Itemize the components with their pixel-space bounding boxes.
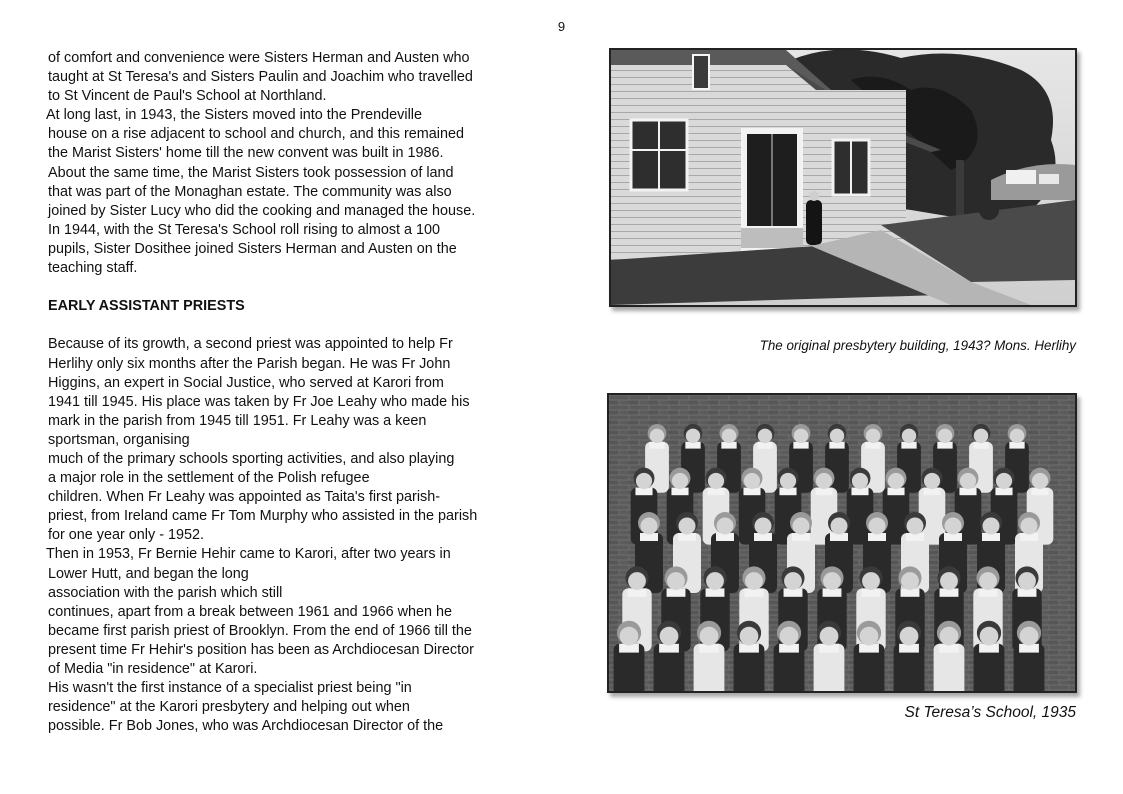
text-line: Herlihy only six months after the Parish began. He was Fr John [48, 355, 451, 372]
text-line: His wasn't the first instance of a specialist priest being "in [48, 680, 412, 697]
text-line: 1941 till 1945. His place was taken by Fr Joe Leahy who made his [48, 393, 470, 410]
presbytery-photo [609, 48, 1077, 307]
text-line: Then in 1953, Fr Bernie Hehir came to Karori, after two years in [46, 546, 451, 563]
text-line: Lower Hutt, and began the long [48, 565, 249, 582]
text-line: association with the parish which still [48, 584, 283, 601]
text-line: mark in the parish from 1945 till 1951. Fr Leahy was a keen [48, 412, 427, 429]
text-line: pupils, Sister Dosithee joined Sisters Herman and Austen on the [48, 240, 457, 257]
body-text-column [48, 49, 522, 736]
text-line: house on a rise adjacent to school and church, and this remained [48, 126, 464, 143]
text-line: to St Vincent de Paul's School at Northland. [48, 88, 327, 105]
text-line: a major role in the settlement of the Polish refugee [48, 470, 370, 487]
text-line: the Marist Sisters' home till the new convent was built in 1986. [48, 145, 444, 162]
text-line: for one year only - 1952. [48, 527, 204, 544]
text-line: children. When Fr Leahy was appointed as Taita's first parish- [48, 489, 441, 506]
text-line: present time Fr Hehir's position has been as Archdiocesan Director [48, 641, 474, 658]
text-line: In 1944, with the St Teresa's School roll rising to almost a 100 [48, 221, 441, 238]
text-line: Because of its growth, a second priest was appointed to help Fr [48, 336, 453, 353]
text-line: residence" at the Karori presbytery and helping out when [48, 699, 410, 716]
text-line: much of the primary schools sporting activities, and also playing [48, 450, 455, 467]
text-line: of comfort and convenience were Sisters Herman and Austen who [48, 50, 470, 66]
text-line: teaching staff. [48, 260, 138, 277]
figure-caption: The original presbytery building, 1943? Mons. Herlihy [759, 338, 1076, 353]
text-line: priest, from Ireland came Fr Tom Murphy who assisted in the parish [48, 508, 478, 525]
text-line: of Media "in residence" at Karori. [48, 661, 258, 677]
text-line: that was part of the Monaghan estate. The community was also [48, 183, 452, 200]
text-line: joined by Sister Lucy who did the cooking and managed the house. [48, 202, 476, 219]
text-line: At long last, in 1943, the Sisters moved into the Prendeville [46, 107, 422, 124]
text-line: sportsman, organising [48, 431, 190, 448]
text-line: taught at St Teresa's and Sisters Paulin and Joachim who travelled [48, 69, 473, 86]
figure-caption: St Teresa’s School, 1935 [904, 704, 1076, 721]
section-heading: EARLY ASSISTANT PRIESTS [48, 298, 245, 315]
text-line: continues, apart from a break between 1961 and 1966 when he [48, 603, 453, 620]
school-class-photo [607, 393, 1077, 693]
text-line: Higgins, an expert in Social Justice, who served at Karori from [48, 374, 444, 391]
text-line: became first parish priest of Brooklyn. From the end of 1966 till the [48, 622, 472, 639]
text-line: possible. Fr Bob Jones, who was Archdiocesan Director of the [48, 718, 444, 735]
page-number: 9 [557, 19, 566, 34]
text-line: About the same time, the Marist Sisters took possession of land [48, 164, 454, 181]
